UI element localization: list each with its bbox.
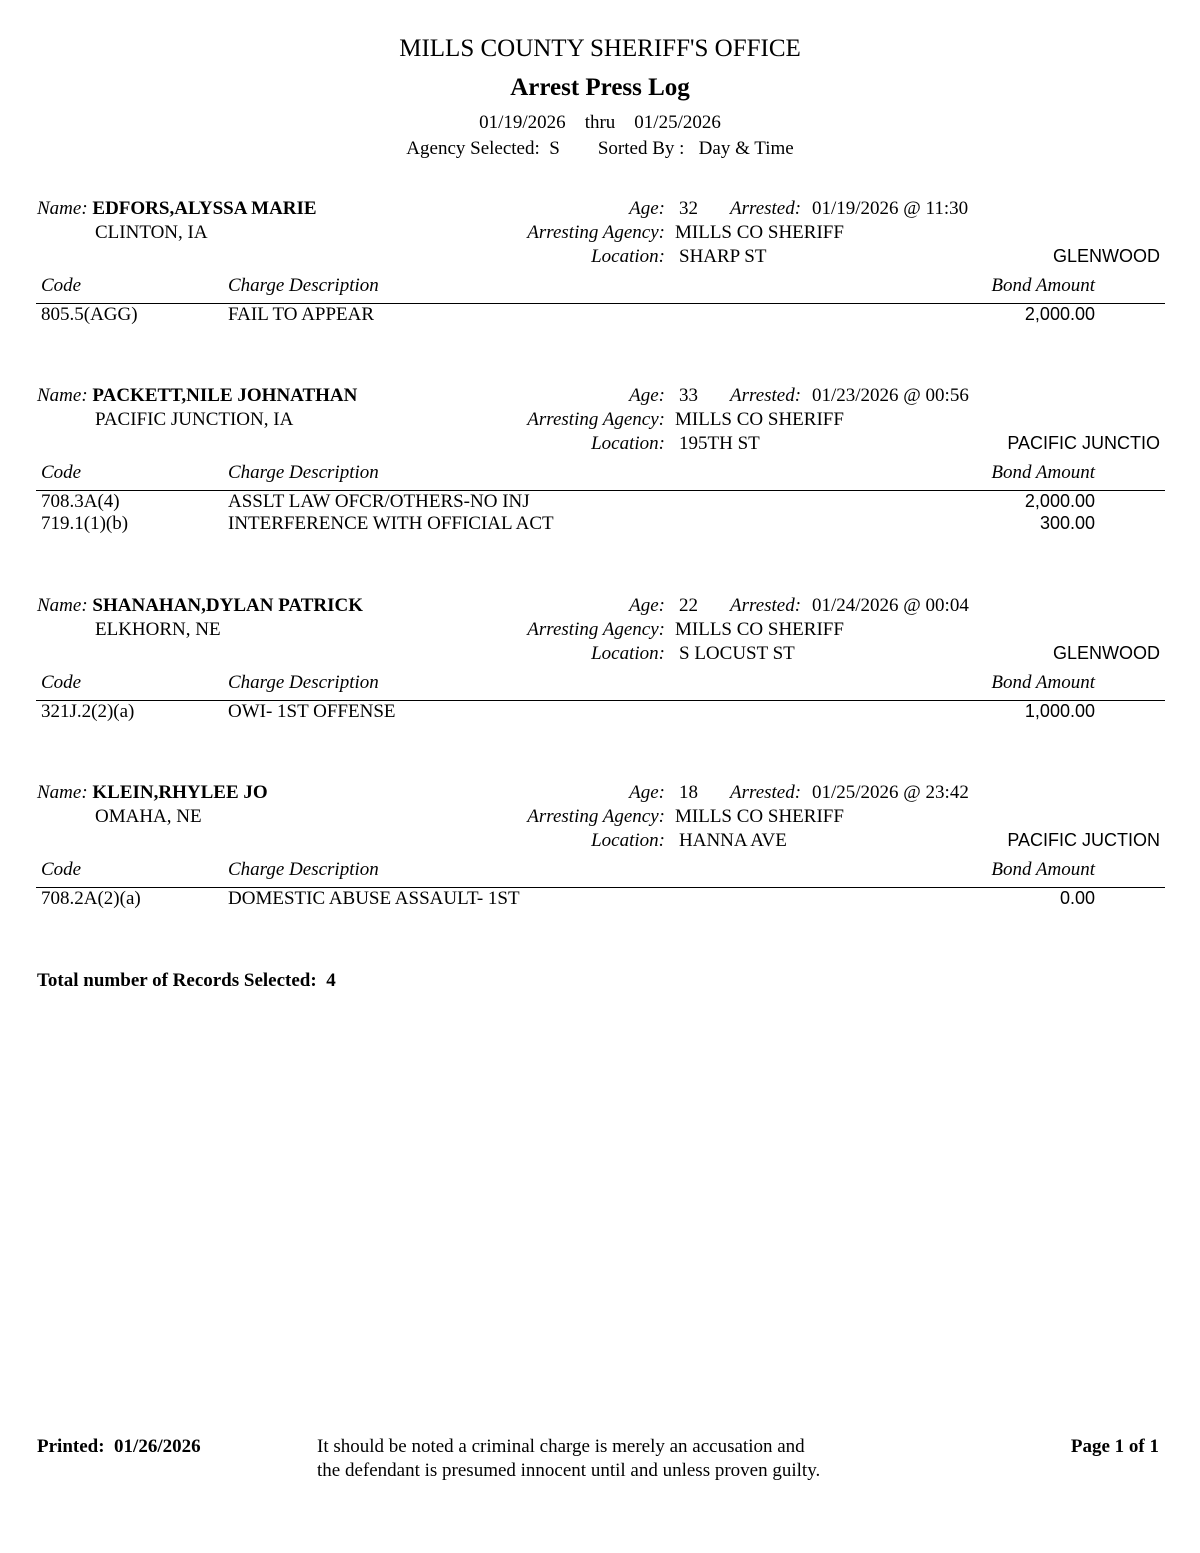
name-line [37, 198, 317, 220]
charge-row [0, 701, 1200, 724]
arrestee-age: 18 [679, 782, 698, 803]
arrest-town: GLENWOOD [1052, 643, 1160, 663]
charge-code: 708.3A(4) [41, 491, 120, 512]
arrest-location: 195TH ST [679, 433, 760, 454]
total-value: 4 [326, 970, 336, 991]
thru-label: thru [584, 112, 616, 133]
sorted-label: Sorted By : [597, 138, 685, 159]
agency-label: Arresting Agency: [527, 409, 665, 430]
arrested-datetime: 01/19/2026 @ 11:30 [812, 198, 969, 219]
arrested-datetime: 01/23/2026 @ 00:56 [812, 385, 969, 406]
charge-description: FAIL TO APPEAR [228, 304, 375, 325]
name-line [37, 782, 268, 804]
name-line [37, 385, 357, 407]
charge-row [0, 304, 1200, 327]
date-range [0, 112, 1200, 134]
arrest-town: GLENWOOD [1052, 246, 1160, 266]
report-title: Arrest Press Log [510, 74, 690, 101]
arrest-location: S LOCUST ST [679, 643, 795, 664]
location-label: Location: [591, 643, 665, 664]
office-title: MILLS COUNTY SHERIFF'S OFFICE [399, 35, 801, 62]
charge-description-header: Charge Description [228, 462, 379, 483]
bond-amount-header: Bond Amount [991, 672, 1095, 693]
sorted-value: Day & Time [698, 138, 794, 159]
charge-code: 805.5(AGG) [41, 304, 138, 325]
date-from: 01/19/2026 [479, 112, 566, 133]
bond-amount-header: Bond Amount [991, 859, 1095, 880]
arresting-agency: MILLS CO SHERIFF [675, 409, 844, 430]
bond-amount: 2,000.00 [1024, 304, 1095, 324]
arrestee-age: 32 [679, 198, 698, 219]
printed-label: Printed: [37, 1436, 105, 1457]
arrested-label: Arrested: [730, 198, 802, 219]
location-label: Location: [591, 246, 665, 267]
code-header: Code [41, 462, 82, 483]
charge-row [0, 888, 1200, 911]
bond-amount: 300.00 [1039, 513, 1095, 533]
name-label: Name: [37, 385, 88, 406]
arrestee-city: PACIFIC JUNCTION, IA [95, 409, 294, 430]
bond-amount: 2,000.00 [1024, 491, 1095, 511]
bond-amount-header: Bond Amount [991, 275, 1095, 296]
arrestee-city: OMAHA, NE [95, 806, 202, 827]
code-header: Code [41, 275, 82, 296]
arrest-location: HANNA AVE [679, 830, 787, 851]
bond-amount-header: Bond Amount [991, 462, 1095, 483]
notice-line-1: It should be noted a criminal charge is merely an accusation and [317, 1436, 805, 1457]
arrested-label: Arrested: [730, 385, 802, 406]
printed-date: 01/26/2026 [114, 1436, 201, 1457]
page-number: Page 1 of 1 [1070, 1436, 1159, 1457]
arrest-record [0, 782, 1200, 942]
charge-code: 708.2A(2)(a) [41, 888, 141, 909]
arresting-agency: MILLS CO SHERIFF [675, 619, 844, 640]
code-header: Code [41, 859, 82, 880]
agency-label: Arresting Agency: [527, 222, 665, 243]
arrestee-age: 33 [679, 385, 698, 406]
arrested-datetime: 01/25/2026 @ 23:42 [812, 782, 969, 803]
arrestee-name: EDFORS,ALYSSA MARIE [92, 198, 317, 219]
charge-description: ASSLT LAW OFCR/OTHERS-NO INJ [228, 491, 530, 512]
charge-description-header: Charge Description [228, 859, 379, 880]
bond-amount: 1,000.00 [1024, 701, 1095, 721]
charge-row [0, 491, 1200, 514]
total-label: Total number of Records Selected: [37, 970, 317, 991]
arrestee-age: 22 [679, 595, 698, 616]
charge-description-header: Charge Description [228, 275, 379, 296]
selection-info [0, 138, 1200, 160]
charge-description: DOMESTIC ABUSE ASSAULT- 1ST [228, 888, 520, 909]
arrestee-name: KLEIN,RHYLEE JO [92, 782, 268, 803]
arrestee-city: ELKHORN, NE [95, 619, 221, 640]
charge-code: 719.1(1)(b) [41, 513, 129, 534]
printed-info [37, 1436, 201, 1458]
arresting-agency: MILLS CO SHERIFF [675, 222, 844, 243]
arrest-record [0, 198, 1200, 358]
name-line [37, 595, 363, 617]
arrestee-name: SHANAHAN,DYLAN PATRICK [92, 595, 363, 616]
arrest-location: SHARP ST [679, 246, 767, 267]
age-label: Age: [629, 385, 665, 406]
date-to: 01/25/2026 [634, 112, 721, 133]
arrested-label: Arrested: [730, 595, 802, 616]
arrestee-city: CLINTON, IA [95, 222, 208, 243]
location-label: Location: [591, 433, 665, 454]
arresting-agency: MILLS CO SHERIFF [675, 806, 844, 827]
agency-value: S [549, 138, 560, 159]
agency-label: Arresting Agency: [527, 806, 665, 827]
arrested-datetime: 01/24/2026 @ 00:04 [812, 595, 969, 616]
charge-description: OWI- 1ST OFFENSE [228, 701, 396, 722]
code-header: Code [41, 672, 82, 693]
arrestee-name: PACKETT,NILE JOHNATHAN [92, 385, 358, 406]
arrest-record [0, 385, 1200, 545]
charge-description: INTERFERENCE WITH OFFICIAL ACT [228, 513, 554, 534]
bond-amount: 0.00 [1059, 888, 1095, 908]
notice-line-2: the defendant is presumed innocent until and unless proven guilty. [317, 1460, 821, 1481]
charge-code: 321J.2(2)(a) [41, 701, 135, 722]
agency-label: Arresting Agency: [527, 619, 665, 640]
arrest-town: PACIFIC JUNCTIO [1007, 433, 1160, 453]
arrested-label: Arrested: [730, 782, 802, 803]
name-label: Name: [37, 198, 88, 219]
age-label: Age: [629, 782, 665, 803]
name-label: Name: [37, 782, 88, 803]
agency-label: Agency Selected: [406, 138, 540, 159]
charge-description-header: Charge Description [228, 672, 379, 693]
arrest-record [0, 595, 1200, 755]
location-label: Location: [591, 830, 665, 851]
charge-row [0, 513, 1200, 536]
age-label: Age: [629, 198, 665, 219]
arrest-town: PACIFIC JUCTION [1007, 830, 1160, 850]
total-records [37, 970, 336, 992]
age-label: Age: [629, 595, 665, 616]
name-label: Name: [37, 595, 88, 616]
